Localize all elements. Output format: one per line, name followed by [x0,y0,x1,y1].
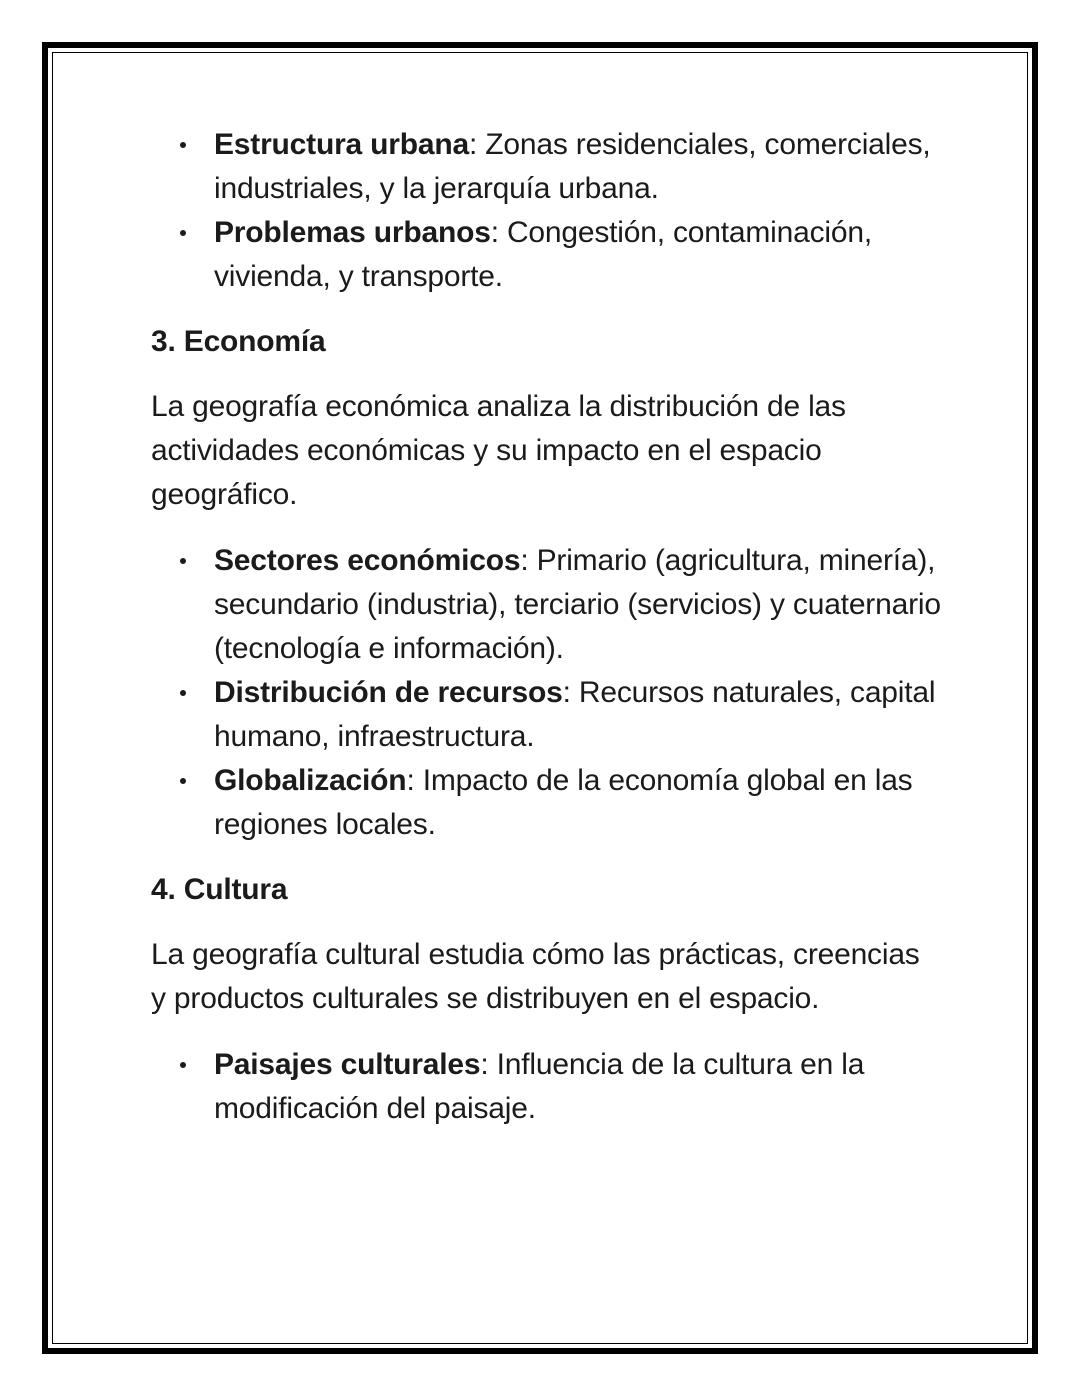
culture-bullet-list [151,1043,941,1131]
bullet-term: Estructura urbana [214,128,469,161]
bullet-icon [180,558,186,564]
list-item [151,671,941,759]
section-heading-cultura: 4. Cultura [151,873,288,906]
bullet-icon [180,142,186,148]
urban-bullet-list [151,123,941,299]
bullet-term: Distribución de recursos [214,676,563,709]
bullet-icon [180,690,186,696]
list-item [151,1043,941,1131]
bullet-text: : Congestión, contaminación, vivienda, y transporte. [214,216,872,293]
section-paragraph-economia: La geografía económica analiza la distribución de las actividades económicas y su impacto en el espacio geográfico. [151,390,846,511]
bullet-icon [180,778,186,784]
bullet-icon [180,1062,186,1068]
list-item [151,123,941,211]
bullet-term: Globalización [214,764,407,797]
bullet-term: Sectores económicos [214,544,521,577]
bullet-text: : Recursos naturales, capital humano, infraestructura. [214,676,936,753]
bullet-text: : Primario (agricultura, minería), secundario (industria), terciario (servicios) y cuaternario (tecnología e información). [214,544,941,665]
bullet-text: : Zonas residenciales, comerciales, industriales, y la jerarquía urbana. [214,128,931,205]
section-paragraph-cultura: La geografía cultural estudia cómo las prácticas, creencias y productos culturales se distribuyen en el espacio. [151,938,920,1015]
bullet-term: Problemas urbanos [214,216,491,249]
bullet-text: : Impacto de la economía global en las regiones locales. [214,764,913,841]
economy-bullet-list [151,539,941,847]
document-content [151,123,941,1131]
section-heading-economia: 3. Economía [151,325,326,358]
bullet-term: Paisajes culturales [214,1048,481,1081]
bullet-icon [180,230,186,236]
list-item [151,211,941,299]
bullet-text: : Influencia de la cultura en la modificación del paisaje. [214,1048,865,1125]
list-item [151,759,941,847]
list-item [151,539,941,671]
